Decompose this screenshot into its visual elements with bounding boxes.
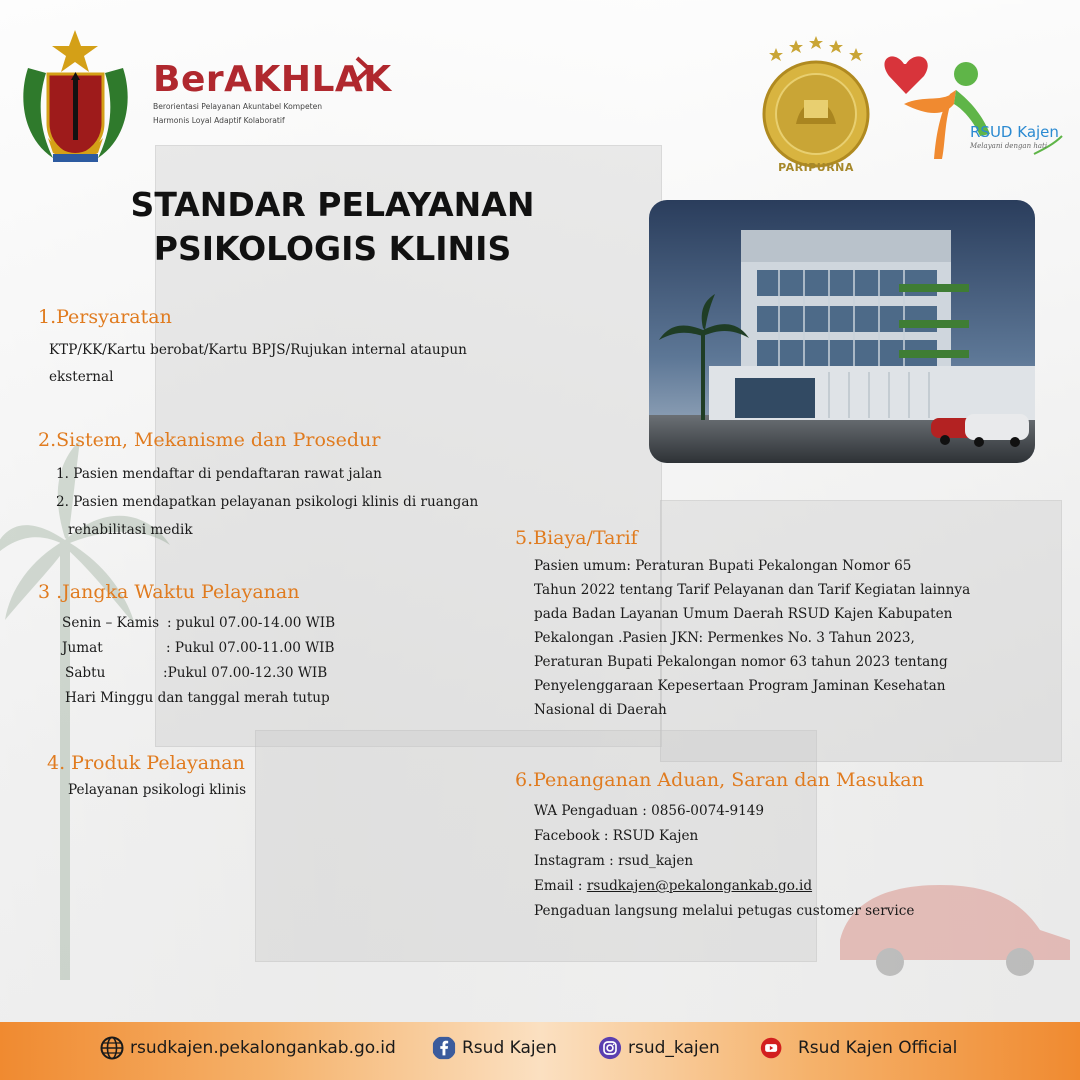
- section-jangka-waktu-heading: 3 .Jangka Waktu Pelayanan: [38, 581, 300, 603]
- jadwal-sabtu-day: Sabtu: [65, 665, 106, 681]
- facebook-icon: [432, 1036, 456, 1060]
- youtube-icon: [760, 1036, 784, 1060]
- berakhlak-tagline-1: Berorientasi Pelayanan Akuntabel Kompeten: [153, 102, 323, 111]
- footer-website-label: rsudkajen.pekalongankab.go.id: [130, 1038, 396, 1058]
- footer-instagram[interactable]: [598, 1036, 720, 1060]
- berakhlak-brand: BerAKHLAK: [153, 59, 392, 100]
- biaya-line-2: Tahun 2022 tentang Tarif Pelayanan dan Tarif Kegiatan lainnya: [534, 582, 971, 598]
- background-building-annex: [255, 730, 817, 962]
- biaya-line-1: Pasien umum: Peraturan Bupati Pekalongan Nomor 65: [534, 558, 912, 574]
- hospital-building-photo: [649, 200, 1035, 463]
- footer-instagram-label: rsud_kajen: [628, 1038, 720, 1058]
- jadwal-libur-note: Hari Minggu dan tanggal merah tutup: [65, 690, 330, 706]
- biaya-line-6: Penyelenggaraan Kepesertaan Program Jaminan Kesehatan: [534, 678, 946, 694]
- aduan-instagram: Instagram : rsud_kajen: [534, 853, 694, 869]
- biaya-line-5: Peraturan Bupati Pekalongan nomor 63 tahun 2023 tentang: [534, 654, 948, 670]
- pekalongan-regency-emblem: [18, 28, 133, 166]
- persyaratan-line-2: eksternal: [49, 369, 114, 385]
- aduan-email-label: Email :: [534, 878, 587, 894]
- section-produk-heading: 4. Produk Pelayanan: [47, 752, 245, 774]
- page-title: [100, 183, 565, 271]
- instagram-icon: [598, 1036, 622, 1060]
- section-prosedur-heading: 2.Sistem, Mekanisme dan Prosedur: [38, 429, 381, 451]
- rsud-logo-slogan: Melayani dengan hati: [970, 142, 1048, 150]
- footer-website[interactable]: [100, 1036, 396, 1060]
- berakhlak-tagline-2: Harmonis Loyal Adaptif Kolaboratif: [153, 116, 285, 125]
- prosedur-step-1: 1. Pasien mendaftar di pendaftaran rawat jalan: [56, 466, 382, 482]
- page-title-line-2: PSIKOLOGIS KLINIS: [153, 229, 512, 268]
- paripurna-label: PARIPURNA: [778, 161, 854, 174]
- footer-youtube[interactable]: [760, 1036, 957, 1060]
- aduan-email-link[interactable]: rsudkajen@pekalongankab.go.id: [586, 878, 813, 894]
- footer-facebook[interactable]: [432, 1036, 557, 1060]
- prosedur-step-2-cont: rehabilitasi medik: [68, 522, 193, 538]
- berakhlak-logo: [153, 59, 392, 126]
- footer-facebook-label: Rsud Kajen: [462, 1038, 557, 1058]
- chevron-right-icon: [355, 56, 373, 82]
- prosedur-step-2: 2. Pasien mendapatkan pelayanan psikologi klinis di ruangan: [56, 494, 479, 510]
- produk-line: Pelayanan psikologi klinis: [68, 782, 247, 798]
- paripurna-accreditation-seal: [752, 34, 880, 176]
- section-persyaratan-heading: 1.Persyaratan: [38, 306, 172, 328]
- aduan-langsung: Pengaduan langsung melalui petugas customer service: [534, 903, 915, 919]
- aduan-email-row: [534, 878, 812, 894]
- rsud-logo-name: RSUD Kajen: [970, 123, 1059, 141]
- jadwal-jumat-day: Jumat: [62, 640, 103, 656]
- persyaratan-line-1: KTP/KK/Kartu berobat/Kartu BPJS/Rujukan internal ataupun: [49, 342, 467, 358]
- biaya-line-4: Pekalongan .Pasien JKN: Permenkes No. 3 Tahun 2023,: [534, 630, 915, 646]
- footer-youtube-label: Rsud Kajen Official: [798, 1038, 958, 1058]
- jadwal-jumat-time: : Pukul 07.00-11.00 WIB: [166, 640, 335, 656]
- biaya-line-7: Nasional di Daerah: [534, 702, 667, 718]
- jadwal-senin-kamis-time: : pukul 07.00-14.00 WIB: [167, 615, 336, 631]
- hospital-building-illustration: [649, 200, 1035, 463]
- jadwal-sabtu-time: :Pukul 07.00-12.30 WIB: [163, 665, 328, 681]
- section-aduan-heading: 6.Penanganan Aduan, Saran dan Masukan: [515, 769, 924, 791]
- globe-icon: [100, 1036, 124, 1060]
- aduan-wa: WA Pengaduan : 0856-0074-9149: [534, 803, 765, 819]
- section-biaya-heading: 5.Biaya/Tarif: [515, 527, 638, 549]
- aduan-facebook: Facebook : RSUD Kajen: [534, 828, 699, 844]
- biaya-line-3: pada Badan Layanan Umum Daerah RSUD Kajen Kabupaten: [534, 606, 953, 622]
- page-title-line-1: STANDAR PELAYANAN: [130, 185, 535, 224]
- jadwal-senin-kamis-day: Senin – Kamis: [62, 615, 160, 631]
